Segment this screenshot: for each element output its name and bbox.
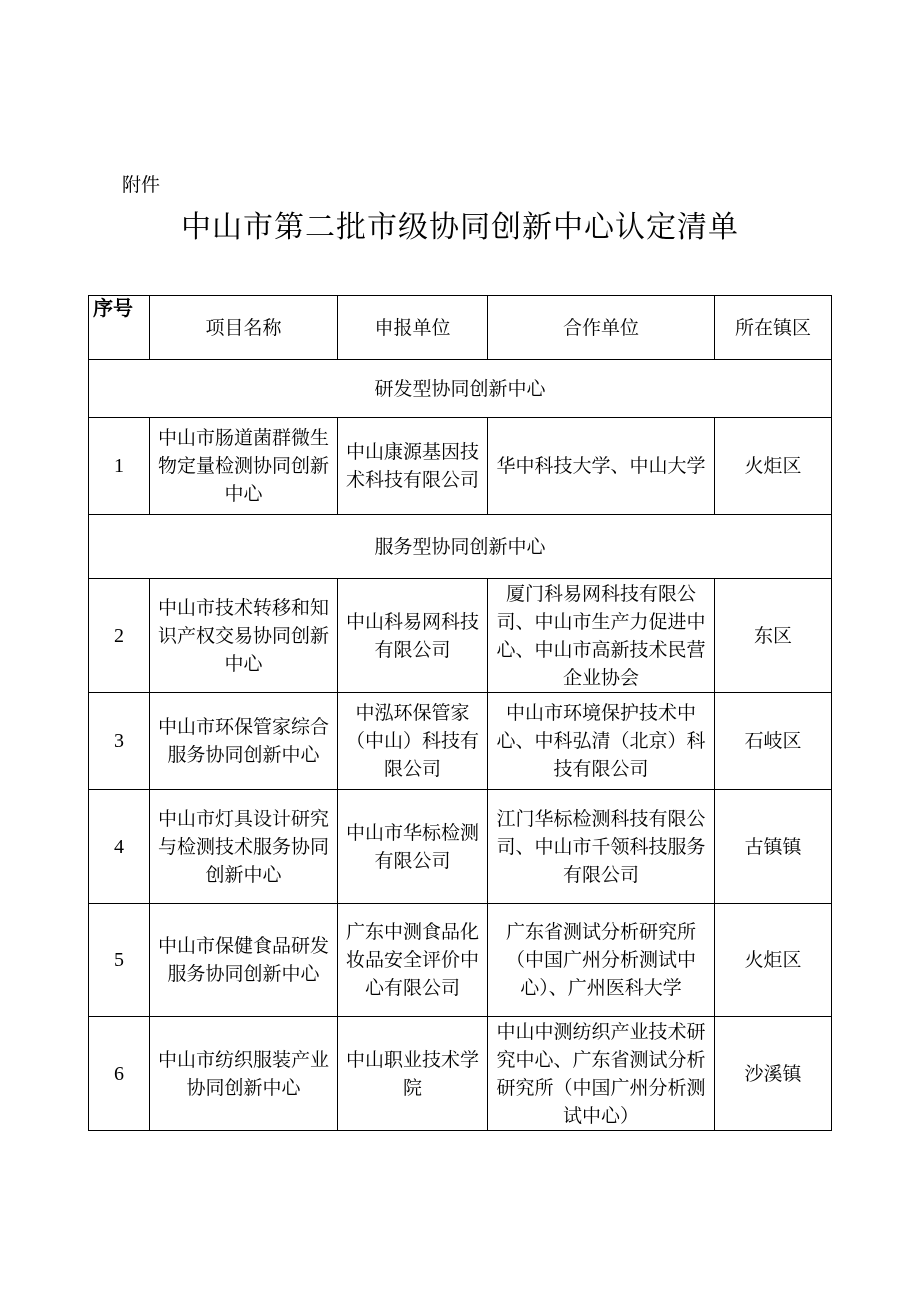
district: 石岐区 xyxy=(715,693,832,790)
project-name: 中山市保健食品研发服务协同创新中心 xyxy=(150,904,338,1017)
district: 火炬区 xyxy=(715,904,832,1017)
project-name: 中山市肠道菌群微生物定量检测协同创新中心 xyxy=(150,418,338,515)
row-number: 5 xyxy=(89,904,150,1017)
row-number: 6 xyxy=(89,1017,150,1131)
table-row xyxy=(89,579,832,693)
district: 沙溪镇 xyxy=(715,1017,832,1131)
project-name: 中山市纺织服装产业协同创新中心 xyxy=(150,1017,338,1131)
column-header-applicant: 申报单位 xyxy=(338,296,488,360)
row-number: 2 xyxy=(89,579,150,693)
table-row xyxy=(89,1017,832,1131)
row-number: 4 xyxy=(89,790,150,904)
column-header-seq: 序号 xyxy=(89,296,150,360)
project-name: 中山市技术转移和知识产权交易协同创新中心 xyxy=(150,579,338,693)
column-header-project: 项目名称 xyxy=(150,296,338,360)
page-title: 中山市第二批市级协同创新中心认定清单 xyxy=(181,210,739,245)
table-row xyxy=(89,693,832,790)
applicant-unit: 中山科易网科技有限公司 xyxy=(338,579,488,693)
partner-unit: 江门华标检测科技有限公司、中山市千领科技服务有限公司 xyxy=(488,790,715,904)
district: 火炬区 xyxy=(715,418,832,515)
applicant-unit: 中山市华标检测有限公司 xyxy=(338,790,488,904)
attachment-label: 附件 xyxy=(122,174,161,196)
table-row xyxy=(89,904,832,1017)
project-name: 中山市环保管家综合服务协同创新中心 xyxy=(150,693,338,790)
partner-unit: 中山市环境保护技术中心、中科弘清（北京）科技有限公司 xyxy=(488,693,715,790)
section-row xyxy=(89,515,832,579)
section-title: 研发型协同创新中心 xyxy=(89,360,832,418)
project-name: 中山市灯具设计研究与检测技术服务协同创新中心 xyxy=(150,790,338,904)
applicant-unit: 广东中测食品化妆品安全评价中心有限公司 xyxy=(338,904,488,1017)
section-title: 服务型协同创新中心 xyxy=(89,515,832,579)
column-header-partner: 合作单位 xyxy=(488,296,715,360)
applicant-unit: 中山康源基因技术科技有限公司 xyxy=(338,418,488,515)
table-header-row xyxy=(89,296,832,360)
district: 古镇镇 xyxy=(715,790,832,904)
table-row xyxy=(89,790,832,904)
table-row xyxy=(89,418,832,515)
partner-unit: 华中科技大学、中山大学 xyxy=(488,418,715,515)
partner-unit: 厦门科易网科技有限公司、中山市生产力促进中心、中山市高新技术民营企业协会 xyxy=(488,579,715,693)
partner-unit: 中山中测纺织产业技术研究中心、广东省测试分析研究所（中国广州分析测试中心） xyxy=(488,1017,715,1131)
row-number: 3 xyxy=(89,693,150,790)
partner-unit: 广东省测试分析研究所（中国广州分析测试中心）、广州医科大学 xyxy=(488,904,715,1017)
center-list-table xyxy=(88,295,832,1131)
section-row xyxy=(89,360,832,418)
column-header-district: 所在镇区 xyxy=(715,296,832,360)
applicant-unit: 中山职业技术学院 xyxy=(338,1017,488,1131)
applicant-unit: 中泓环保管家（中山）科技有限公司 xyxy=(338,693,488,790)
row-number: 1 xyxy=(89,418,150,515)
district: 东区 xyxy=(715,579,832,693)
